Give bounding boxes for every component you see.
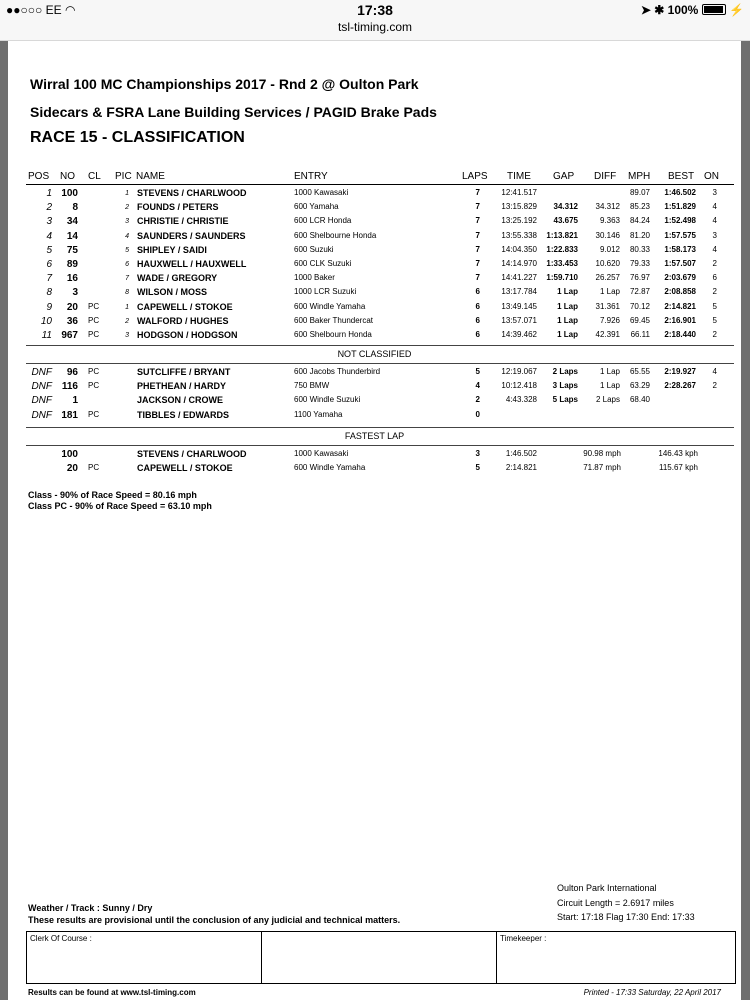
mph-cell: 85.23	[629, 202, 650, 212]
table-row	[8, 216, 741, 230]
gap-cell: 1:13.821	[546, 230, 578, 240]
laps-cell: 6	[475, 301, 480, 311]
entry-cell: 600 Shelbourn Honda	[294, 330, 372, 339]
fastest-lap-heading: FASTEST LAP	[344, 431, 405, 441]
no-cell: 3	[72, 287, 78, 299]
pos-cell: DNF	[31, 381, 52, 393]
divider	[26, 427, 734, 428]
no-cell: 1	[72, 395, 78, 407]
table-row	[8, 273, 741, 287]
table-row	[8, 316, 741, 330]
col-pic: PIC	[115, 171, 132, 182]
col-mph: MPH	[628, 171, 651, 182]
entry-cell: 600 Baker Thundercat	[294, 315, 374, 325]
class-cell: PC	[88, 381, 100, 391]
table-row	[8, 231, 741, 245]
name-cell: HAUXWELL / HAUXWELL	[137, 259, 247, 269]
blank-cell	[262, 932, 497, 983]
time-cell: 13:15.829	[501, 202, 537, 212]
no-cell: 75	[66, 244, 78, 256]
gap-cell: 1 Lap	[557, 301, 578, 311]
entry-cell: 750 BMW	[294, 381, 330, 391]
col-time: TIME	[507, 171, 531, 182]
no-cell: 967	[61, 330, 78, 341]
no-cell: 96	[66, 367, 78, 378]
table-row	[8, 449, 741, 463]
diff-cell: 30.146	[595, 230, 620, 240]
diff-cell: 31.361	[595, 301, 620, 311]
diff-cell: 7.926	[599, 315, 620, 325]
lap-cell: 5	[475, 463, 480, 472]
status-right	[641, 3, 744, 17]
mph-cell: 70.12	[629, 301, 650, 311]
gap-cell: 1 Lap	[557, 287, 578, 297]
name-cell: SAUNDERS / SAUNDERS	[137, 230, 246, 241]
on-cell: 2	[712, 381, 717, 391]
entry-cell: 600 Suzuki	[294, 244, 334, 254]
mph-cell: 90.98 mph	[583, 449, 621, 458]
entry-cell: 1000 Kawasaki	[294, 449, 349, 458]
laps-cell: 6	[475, 330, 480, 339]
on-cell: 5	[712, 315, 717, 325]
time-cell: 13:49.145	[501, 301, 537, 311]
on-cell: 2	[712, 287, 717, 297]
diff-cell: 1 Lap	[599, 287, 620, 297]
time-cell: 13:57.071	[501, 315, 537, 325]
gap-cell: 2 Laps	[552, 367, 578, 376]
name-cell: CAPEWELL / STOKOE	[137, 301, 233, 312]
circuit-name: Oulton Park International	[557, 883, 657, 893]
entry-cell: 1000 Kawasaki	[294, 188, 349, 197]
mph-cell: 65.55	[629, 367, 650, 376]
pic-cell: 8	[125, 289, 129, 297]
pic-cell: 3	[125, 218, 129, 226]
on-cell: 3	[712, 188, 717, 197]
col-no: NO	[60, 171, 75, 182]
gap-cell: 1:33.453	[546, 259, 578, 268]
mph-cell: 76.97	[629, 273, 650, 283]
col-on: ON	[704, 171, 719, 182]
entry-cell: 600 Windle Yamaha	[294, 463, 366, 472]
class-cell: PC	[88, 367, 100, 376]
battery-percent: 100%	[667, 3, 699, 17]
table-row	[8, 381, 741, 395]
gap-cell: 1:59.710	[546, 273, 578, 283]
results-document	[8, 41, 741, 1000]
on-cell: 4	[712, 367, 717, 376]
no-cell: 116	[61, 381, 78, 393]
pic-cell: 6	[125, 261, 129, 268]
provisional-note: These results are provisional until the conclusion of any judicial and technical matters.	[28, 915, 401, 925]
divider	[26, 345, 734, 346]
time-cell: 14:14.970	[501, 259, 537, 268]
header-rule	[26, 184, 734, 185]
gap-cell: 5 Laps	[552, 395, 578, 405]
divider	[26, 445, 734, 446]
mph-cell: 68.40	[629, 395, 650, 405]
best-cell: 2:03.679	[664, 273, 696, 283]
race-times: Start: 17:18 Flag 17:30 End: 17:33	[557, 912, 695, 922]
pos-cell: 10	[40, 315, 52, 327]
clock: 17:38	[357, 2, 393, 18]
best-cell: 1:58.173	[664, 244, 696, 254]
class-cell: PC	[88, 463, 100, 472]
pos-cell: 5	[46, 244, 52, 256]
laps-cell: 7	[475, 216, 480, 226]
race-title: RACE 15 - CLASSIFICATION	[30, 129, 245, 146]
laps-cell: 7	[475, 244, 480, 254]
time-cell: 12:19.067	[501, 367, 537, 376]
pos-cell: DNF	[31, 395, 52, 407]
entry-cell: 600 LCR Honda	[294, 216, 352, 226]
col-best: BEST	[668, 171, 695, 182]
name-cell: TIBBLES / EDWARDS	[137, 409, 230, 420]
laps-cell: 2	[475, 395, 480, 405]
diff-cell: 34.312	[595, 202, 620, 212]
name-cell: JACKSON / CROWE	[137, 395, 224, 406]
name-cell: FOUNDS / PETERS	[137, 202, 219, 213]
on-cell: 2	[712, 259, 717, 268]
mph-cell: 80.33	[629, 244, 650, 254]
printed-stamp: Printed - 17:33 Saturday, 22 April 2017	[583, 988, 721, 997]
class-cell: PC	[88, 409, 100, 419]
time-cell: 14:39.462	[501, 330, 537, 339]
results-url[interactable]: Results can be found at www.tsl-timing.com	[28, 988, 196, 997]
best-cell: 1:52.498	[664, 216, 696, 226]
time-cell: 13:17.784	[501, 287, 537, 297]
col-laps: LAPS	[462, 171, 488, 182]
best-cell: 2:19.927	[664, 367, 696, 376]
kph-cell: 146.43 kph	[658, 449, 698, 458]
entry-cell: 600 Windle Yamaha	[294, 301, 366, 311]
time-cell: 13:55.338	[501, 230, 537, 240]
best-cell: 2:08.858	[664, 287, 696, 297]
laps-cell: 7	[475, 202, 480, 212]
time-cell: 10:12.418	[501, 381, 537, 391]
col-gap: GAP	[553, 171, 575, 182]
best-cell: 1:46.502	[664, 188, 696, 197]
entry-cell: 1100 Yamaha	[294, 409, 343, 419]
carrier-label: ●●○○○ EE	[6, 3, 62, 17]
divider	[26, 363, 734, 364]
kph-cell: 115.67 kph	[659, 463, 698, 472]
no-cell: 36	[66, 315, 78, 327]
table-row	[8, 302, 741, 316]
diff-cell: 1 Lap	[599, 381, 620, 391]
no-cell: 14	[66, 230, 78, 242]
clerk-label: Clerk Of Course :	[30, 934, 92, 943]
mph-cell: 84.24	[629, 216, 650, 226]
table-row	[8, 188, 741, 202]
no-cell: 89	[66, 259, 78, 270]
no-cell: 20	[66, 463, 78, 474]
laps-cell: 0	[475, 409, 480, 419]
name-cell: HODGSON / HODGSON	[137, 330, 238, 340]
col-cl: CL	[88, 171, 101, 182]
name-cell: SUTCLIFFE / BRYANT	[137, 367, 231, 377]
status-bar	[0, 0, 750, 41]
col-entry: ENTRY	[294, 171, 328, 182]
entry-cell: 600 Jacobs Thunderbird	[294, 367, 381, 376]
pic-cell: 1	[125, 190, 129, 197]
name-cell: CAPEWELL / STOKOE	[137, 463, 233, 473]
no-cell: 34	[66, 216, 78, 228]
name-cell: PHETHEAN / HARDY	[137, 381, 227, 392]
on-cell: 6	[712, 273, 717, 283]
diff-cell: 9.363	[599, 216, 620, 226]
best-cell: 2:16.901	[664, 315, 696, 325]
entry-cell: 600 Yamaha	[294, 202, 339, 212]
pos-cell: 6	[46, 259, 52, 270]
pic-cell: 2	[125, 317, 129, 325]
no-cell: 20	[66, 301, 78, 313]
sponsor-title: Sidecars & FSRA Lane Building Services / PAGID Brake Pads	[30, 104, 437, 120]
name-cell: WALFORD / HUGHES	[137, 315, 229, 326]
time-cell: 1:46.502	[505, 449, 537, 458]
pos-cell: 9	[46, 301, 52, 313]
table-row	[8, 287, 741, 301]
col-diff: DIFF	[594, 171, 617, 182]
charging-icon: ⚡	[729, 3, 744, 17]
no-cell: 100	[61, 449, 78, 460]
best-cell: 1:57.575	[664, 230, 696, 240]
gap-cell: 1 Lap	[557, 330, 578, 339]
no-cell: 100	[61, 188, 78, 199]
pos-cell: 11	[41, 330, 52, 341]
wifi-icon: ◠	[64, 3, 76, 17]
pic-cell: 4	[125, 232, 129, 240]
time-cell: 13:25.192	[501, 216, 537, 226]
gap-cell: 34.312	[553, 202, 578, 212]
lap-cell: 3	[475, 449, 480, 458]
mph-cell: 81.20	[629, 230, 650, 240]
pos-cell: 3	[46, 216, 52, 228]
pos-cell: 7	[46, 273, 52, 285]
best-cell: 1:51.829	[664, 202, 696, 212]
laps-cell: 7	[475, 188, 480, 197]
battery-icon	[702, 4, 726, 15]
diff-cell: 1 Lap	[599, 367, 620, 376]
pic-cell: 1	[125, 303, 129, 311]
on-cell: 5	[712, 301, 717, 311]
class-cell: PC	[88, 330, 100, 339]
entry-cell: 600 CLK Suzuki	[294, 259, 352, 268]
clerk-cell	[27, 932, 262, 983]
class-speed-note: Class - 90% of Race Speed = 80.16 mph	[28, 490, 197, 500]
on-cell: 3	[712, 230, 717, 240]
on-cell: 2	[712, 330, 717, 339]
class-cell: PC	[88, 315, 100, 325]
laps-cell: 6	[475, 287, 480, 297]
pos-cell: 4	[46, 230, 52, 242]
entry-cell: 1000 Baker	[294, 273, 335, 283]
not-classified-heading: NOT CLASSIFIED	[337, 349, 412, 359]
gap-cell: 1 Lap	[557, 315, 578, 325]
table-row	[8, 410, 741, 424]
mph-cell: 72.87	[629, 287, 650, 297]
table-row	[8, 330, 741, 344]
pos-cell: 2	[46, 202, 52, 214]
gap-cell: 3 Laps	[552, 381, 578, 391]
laps-cell: 7	[475, 273, 480, 283]
class-speed-note: Class PC - 90% of Race Speed = 63.10 mph	[28, 501, 212, 511]
time-cell: 12:41.517	[501, 188, 537, 197]
bluetooth-icon: ✱	[654, 3, 665, 17]
diff-cell: 2 Laps	[595, 395, 620, 405]
no-cell: 181	[61, 409, 78, 421]
pic-cell: 7	[125, 275, 129, 283]
time-cell: 14:41.227	[501, 273, 537, 283]
col-name: NAME	[136, 171, 165, 182]
diff-cell: 42.391	[595, 330, 620, 339]
pos-cell: 8	[46, 287, 52, 299]
timekeeper-label: Timekeeper :	[500, 934, 547, 943]
name-cell: STEVENS / CHARLWOOD	[137, 188, 247, 198]
col-pos: POS	[28, 171, 50, 182]
no-cell: 16	[66, 273, 78, 285]
name-cell: SHIPLEY / SAIDI	[137, 244, 207, 255]
entry-cell: 1000 LCR Suzuki	[294, 287, 357, 297]
weather: Weather / Track : Sunny / Dry	[28, 903, 153, 913]
laps-cell: 7	[475, 259, 480, 268]
on-cell: 4	[712, 216, 717, 226]
table-row	[8, 367, 741, 381]
mph-cell: 69.45	[629, 315, 650, 325]
diff-cell: 9.012	[599, 244, 620, 254]
pos-cell: DNF	[31, 367, 52, 378]
name-cell: STEVENS / CHARLWOOD	[137, 449, 247, 459]
event-title: Wirral 100 MC Championships 2017 - Rnd 2 @ Oulton Park	[30, 76, 419, 92]
gap-cell: 1:22.833	[546, 244, 578, 254]
laps-cell: 4	[475, 381, 480, 391]
on-cell: 4	[712, 202, 717, 212]
address-url[interactable]: tsl-timing.com	[337, 20, 412, 34]
table-row	[8, 259, 741, 273]
pic-cell: 3	[125, 332, 129, 339]
class-cell: PC	[88, 301, 100, 311]
pic-cell: 2	[125, 204, 129, 212]
pic-cell: 5	[125, 246, 129, 254]
time-cell: 14:04.350	[501, 244, 537, 254]
location-icon: ➤	[640, 3, 651, 17]
mph-cell: 89.07	[629, 188, 650, 197]
best-cell: 2:14.821	[664, 301, 696, 311]
time-cell: 2:14.821	[505, 463, 537, 472]
table-row	[8, 202, 741, 216]
table-row	[8, 463, 741, 477]
circuit-length: Circuit Length = 2.6917 miles	[557, 898, 674, 908]
pos-cell: DNF	[31, 409, 52, 421]
signature-box	[26, 931, 736, 984]
laps-cell: 7	[475, 230, 480, 240]
no-cell: 8	[72, 202, 78, 214]
entry-cell: 600 Shelbourne Honda	[294, 230, 377, 240]
name-cell: CHRISTIE / CHRISTIE	[137, 216, 229, 227]
name-cell: WADE / GREGORY	[137, 273, 218, 284]
table-row	[8, 395, 741, 409]
pos-cell: 1	[46, 188, 52, 199]
mph-cell: 66.11	[630, 330, 650, 339]
mph-cell: 79.33	[629, 259, 650, 268]
laps-cell: 5	[475, 367, 480, 376]
laps-cell: 6	[475, 315, 480, 325]
entry-cell: 600 Windle Suzuki	[294, 395, 361, 405]
best-cell: 1:57.507	[664, 259, 696, 268]
mph-cell: 63.29	[629, 381, 650, 391]
diff-cell: 26.257	[595, 273, 620, 283]
diff-cell: 10.620	[595, 259, 620, 268]
best-cell: 2:18.440	[664, 330, 696, 339]
table-row	[8, 245, 741, 259]
name-cell: WILSON / MOSS	[137, 287, 208, 298]
best-cell: 2:28.267	[664, 381, 696, 391]
mph-cell: 71.87 mph	[583, 463, 621, 472]
timekeeper-cell	[497, 932, 734, 983]
gap-cell: 43.675	[553, 216, 578, 226]
time-cell: 4:43.328	[505, 395, 537, 405]
on-cell: 4	[712, 244, 717, 254]
